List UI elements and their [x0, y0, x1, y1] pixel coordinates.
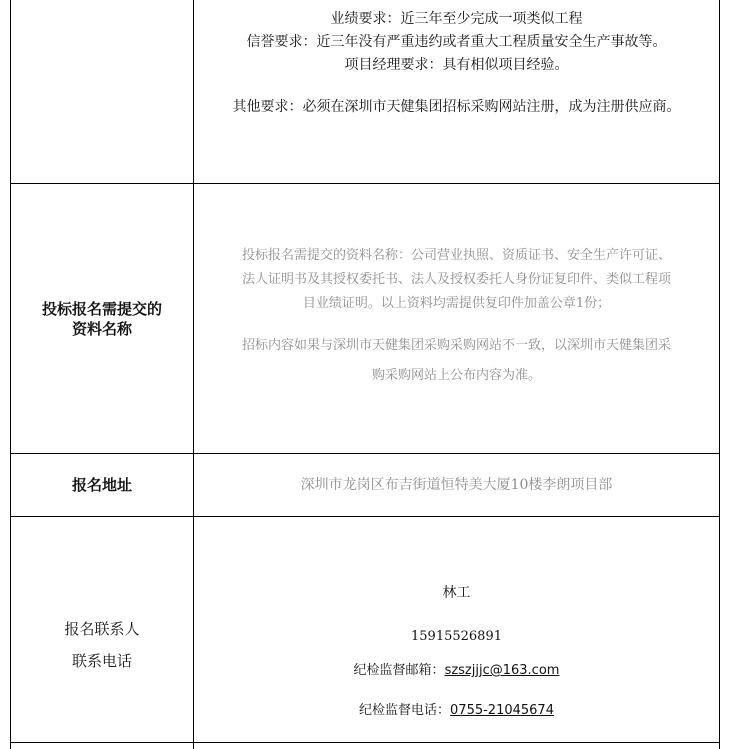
- contact-name: 林工: [442, 585, 471, 601]
- documents-label-cell: [11, 184, 193, 453]
- notice-line1: 招标内容如果与深圳市天健集团采购采购网站不一致，以深圳市天健集团采: [241, 338, 671, 353]
- table-border-bottom: [10, 742, 720, 743]
- documents-line1: 投标报名需提交的资料名称：公司营业执照、资质证书、安全生产许可证、: [241, 248, 671, 263]
- requirements-cell: [194, 0, 719, 183]
- address-label: 报名地址: [71, 476, 132, 494]
- inspection-email-link[interactable]: szszjjjc@163.com: [444, 663, 560, 678]
- documents-label-line1: 投标报名需提交的: [41, 299, 162, 318]
- address-value: 深圳市龙岗区布吉街道恒特美大厦10楼李朗项目部: [300, 477, 613, 493]
- credit-requirement: 信誉要求：近三年没有严重违约或者重大工程质量安全生产事故等。: [246, 34, 667, 50]
- documents-value-cell: [194, 184, 719, 453]
- contact-value-cell: [194, 517, 719, 742]
- contact-phone-label: 联系电话: [71, 652, 132, 670]
- contact-phone: 15915526891: [411, 629, 502, 644]
- table-border-right: [719, 0, 720, 749]
- documents-label-line2: 资料名称: [71, 319, 132, 338]
- inspection-phone-value: 0755-21045674: [450, 703, 554, 718]
- contact-label-cell: [11, 517, 193, 742]
- contact-person-label: 报名联系人: [64, 620, 140, 638]
- other-requirement: 其他要求：必须在深圳市天健集团招标采购网站注册，成为注册供应商。: [232, 99, 681, 115]
- inspection-phone-label: 纪检监督电话：: [359, 703, 451, 718]
- address-label-cell: [11, 454, 193, 516]
- documents-line3: 目业绩证明。以上资料均需提供复印件加盖公章1份；: [302, 296, 611, 311]
- address-value-cell: [194, 454, 719, 516]
- inspection-email-label: 纪检监督邮箱：: [353, 663, 445, 678]
- inspection-email-row: [194, 661, 719, 681]
- documents-line2: 法人证明书及其授权委托书、法人及授权委托人身份证复印件、类似工程项: [241, 272, 671, 287]
- notice-line2: 购采购网站上公布内容为准。: [371, 368, 541, 383]
- performance-requirement: 业绩要求：近三年至少完成一项类似工程: [330, 11, 583, 27]
- inspection-phone-row: [194, 701, 719, 721]
- pm-requirement: 项目经理要求：具有相似项目经验。: [344, 57, 569, 73]
